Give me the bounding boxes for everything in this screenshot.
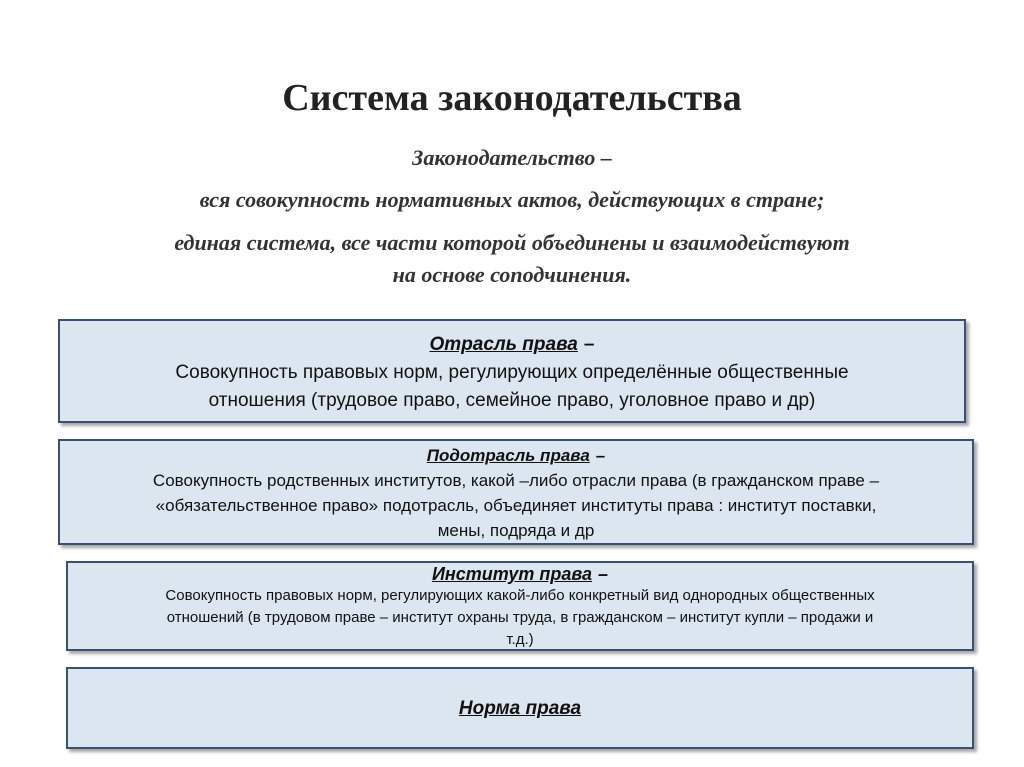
sub-branch-of-law-text-line-1: Совокупность родственных институтов, какой –либо отрасли права (в гражданском праве – (152, 471, 880, 490)
institution-of-law-text-line-2: отношений (в трудовом праве – институт охраны труда, в гражданском – институт купли – продажи и (166, 609, 874, 626)
branch-of-law-heading-text: Отрасль права (429, 334, 578, 355)
institution-of-law-heading (68, 563, 972, 585)
institution-of-law-heading-text: Институт права (431, 564, 593, 584)
branch-of-law-dash: – (583, 334, 595, 355)
branch-of-law-text-line-2: отношения (трудовое право, семейное право, уголовное право и др) (208, 390, 816, 411)
slide-title: Система законодательства (282, 77, 742, 119)
institution-of-law-dash: – (598, 564, 609, 584)
sub-branch-of-law-text-line-3: мены, подряда и др (437, 521, 595, 540)
definition-line-1: вся совокупность нормативных актов, действующих в стране; (199, 187, 825, 212)
institution-of-law-text-line-3: т.д.) (506, 631, 534, 648)
institution-of-law-text-line-1: Совокупность правовых норм, регулирующих какой-либо конкретный вид однородных общественных (165, 587, 875, 604)
definition-line-2: единая система, все части которой объединены и взаимодействуют (174, 230, 850, 255)
sub-branch-of-law-box (58, 439, 974, 545)
branch-of-law-heading (60, 331, 964, 359)
branch-of-law-box (58, 319, 966, 423)
branch-of-law-text-line-1: Совокупность правовых норм, регулирующих определённые общественные (175, 362, 849, 383)
legal-norm-heading: Норма права (458, 698, 582, 719)
sub-branch-of-law-text-line-2: «обязательственное право» подотрасль, объединяет институты права : институт поставки, (155, 496, 877, 515)
definition-term: Законодательство – (412, 145, 612, 170)
sub-branch-of-law-heading (60, 443, 972, 468)
legal-norm-box (66, 667, 974, 749)
institution-of-law-box (66, 561, 974, 651)
sub-branch-of-law-dash: – (595, 446, 606, 465)
sub-branch-of-law-heading-text: Подотрасль права (426, 446, 590, 465)
definition-line-3: на основе соподчинения. (392, 262, 632, 287)
